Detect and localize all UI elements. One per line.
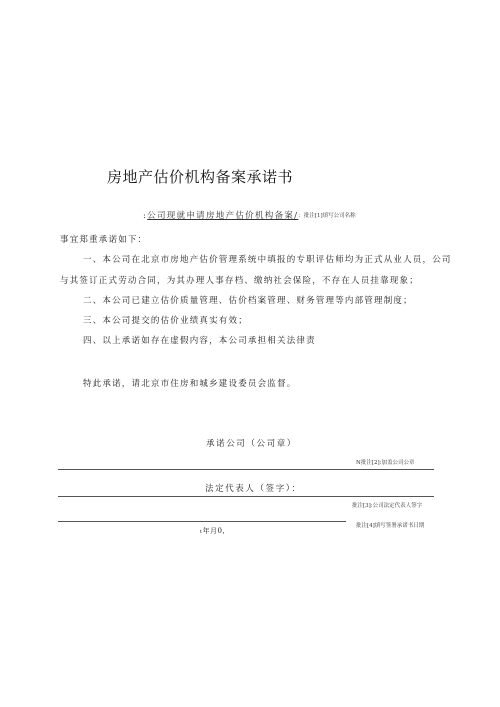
closing-statement: 特此承诺，请北京市住房和城乡建设委员会监督。 — [83, 379, 297, 389]
annotation-3: 批注[3]:公司法定代表人签字 — [352, 503, 423, 509]
commitment-item-4: 四、以上承诺如存在虚假内容，本公司承担相关法律责 — [83, 336, 316, 346]
date-prefix: t — [200, 529, 203, 535]
addressee-line: 事宜郑重承诺如下： — [60, 235, 148, 245]
commitment-item-3: 三、本公司提交的估价业绩真实有效； — [83, 316, 248, 326]
commitment-item-2: 二、本公司已建立估价质量管理、估价档案管理、财务管理等内部管理制度； — [83, 296, 413, 306]
divider-line — [58, 469, 434, 470]
date-line — [200, 526, 225, 536]
subline-prefix: : — [143, 211, 148, 221]
company-seal-label: 承诺公司（公司章） — [206, 439, 297, 449]
company-declaration-line — [143, 209, 356, 221]
subline-text: 公司现就申请房地产估价机构备案/ — [147, 211, 299, 221]
annotation-4: 批注[4]填写签署承诺书日期 — [356, 523, 425, 529]
document-title: 房地产估价机构备案承诺书 — [107, 168, 294, 186]
divider-line — [58, 496, 434, 497]
date-suffix: 0, — [217, 527, 226, 535]
commitment-item-1: 一、本公司在北京市房地产估价管理系统中填报的专职评估师均为正式从业人员，公司 — [83, 255, 452, 265]
representative-signature-label: 法定代表人（签字）： — [205, 484, 302, 494]
divider-line — [58, 521, 346, 522]
commitment-item-1-cont: 与其签订正式劳动合同，为其办理人事存档、缴纳社会保险，不存在人员挂靠现象； — [60, 276, 419, 286]
date-text: 年月 — [202, 527, 218, 535]
annotation-1: ：批注[1]填写公司名称 — [298, 213, 356, 219]
annotation-2: N批注[2]:加盖公司公章 — [356, 460, 415, 466]
